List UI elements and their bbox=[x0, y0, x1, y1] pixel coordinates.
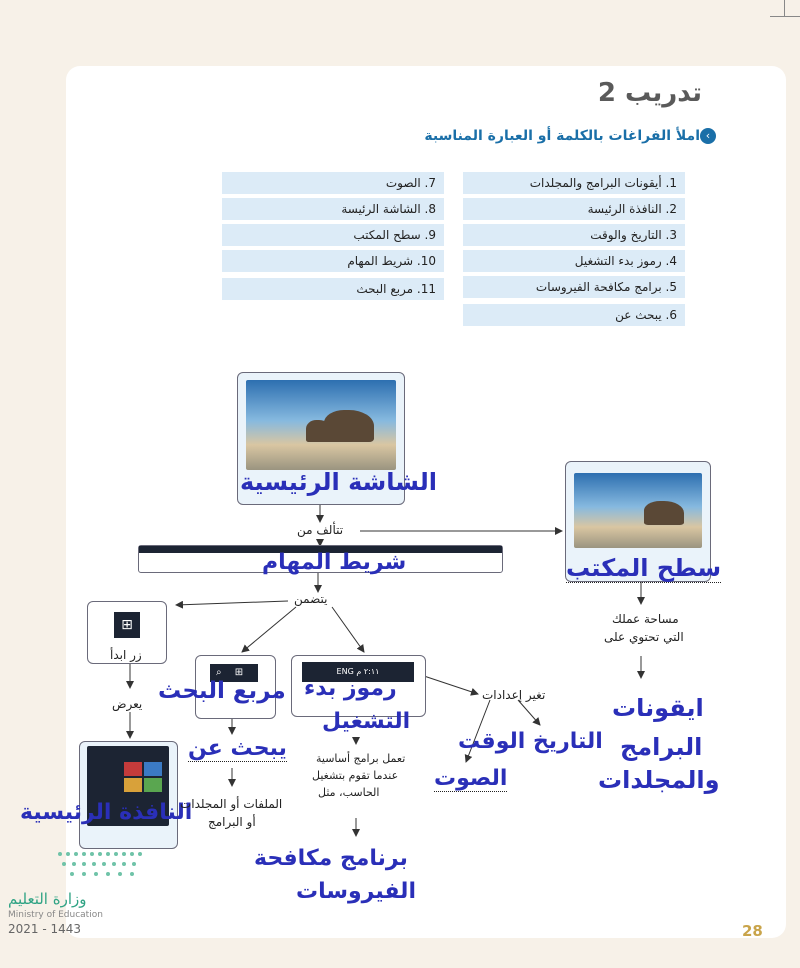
word-bank-item: 8. الشاشة الرئيسة bbox=[222, 198, 444, 220]
word-bank-item: 3. التاريخ والوقت bbox=[463, 224, 685, 246]
answer-taskbar: شريط المهام bbox=[262, 550, 407, 575]
ministry-name-ar: وزارة التعليم bbox=[8, 890, 87, 908]
word-bank-item: 2. النافذة الرئيسة bbox=[463, 198, 685, 220]
answer-searches-for: يبحث عن bbox=[188, 736, 287, 761]
windows-icon: ⊞ bbox=[114, 612, 140, 638]
label-consists-of: تتألف من bbox=[297, 523, 344, 537]
label-basic-programs-2: عندما تقوم بتشغيل bbox=[312, 769, 399, 782]
search-icon: ⌕ bbox=[216, 667, 222, 678]
page-title: تدريب 2 bbox=[597, 78, 702, 108]
answer-icons-1: ايقونات bbox=[612, 694, 704, 722]
word-bank-item: 6. يبحث عن bbox=[463, 304, 685, 326]
answer-date-time: التاريخ الوقت bbox=[458, 729, 603, 754]
label-includes: يتضمن bbox=[294, 592, 328, 606]
answer-desktop: سطح المكتب bbox=[566, 554, 722, 582]
edition-year: 2021 - 1443 bbox=[8, 922, 82, 936]
answer-icons-2: البرامج bbox=[620, 733, 703, 761]
word-bank-item: 11. مربع البحث bbox=[222, 278, 444, 300]
label-basic-programs-1: تعمل برامج أساسية bbox=[316, 752, 406, 765]
tray-lang: ENG bbox=[336, 667, 354, 676]
word-bank-item: 4. رموز بدء التشغيل bbox=[463, 250, 685, 272]
answer-antivirus-1: برنامج مكافحة bbox=[254, 846, 408, 871]
tray-time: ٢:١١ م bbox=[356, 667, 380, 676]
windows-icon: ⊞ bbox=[234, 667, 244, 678]
label-workspace-1: مساحة عملك bbox=[612, 612, 679, 626]
label-or-programs: أو البرامج bbox=[208, 815, 256, 829]
ministry-logo bbox=[54, 846, 150, 886]
instruction: املأ الفراغات بالكلمة أو العبارة المناسبة bbox=[424, 128, 700, 144]
answer-antivirus-2: الفيروسات bbox=[296, 879, 416, 904]
word-bank-item: 7. الصوت bbox=[222, 172, 444, 194]
label-start-button: زر ابدأ bbox=[110, 648, 142, 662]
ministry-name-en: Ministry of Education bbox=[8, 910, 103, 920]
main-window-image bbox=[79, 741, 178, 849]
answer-startup-icons-1: رموز بدء bbox=[304, 676, 397, 701]
label-displays: يعرض bbox=[112, 697, 143, 711]
word-bank-item: 5. برامج مكافحة الفيروسات bbox=[463, 276, 685, 298]
label-basic-programs-3: الحاسب، مثل bbox=[318, 786, 380, 799]
answer-icons-3: والمجلدات bbox=[598, 766, 720, 794]
label-change-settings: تغير إعدادات bbox=[482, 688, 546, 702]
label-workspace-2: التي تحتوي على bbox=[604, 630, 684, 644]
answer-main-screen: الشاشة الرئيسية bbox=[240, 468, 437, 496]
page-number: 28 bbox=[742, 922, 763, 940]
word-bank-item: 1. أيقونات البرامج والمجلدات bbox=[463, 172, 685, 194]
chevron-left-icon: ‹ bbox=[700, 128, 716, 144]
answer-main-window: النافذة الرئيسية bbox=[20, 800, 193, 825]
answer-sound: الصوت bbox=[434, 766, 508, 791]
answer-startup-icons-2: التشغيل bbox=[322, 709, 411, 734]
answer-search-box: مربع البحث bbox=[158, 678, 286, 704]
label-files-or-folders: الملفات أو المجلدات bbox=[180, 797, 283, 811]
word-bank-item: 10. شريط المهام bbox=[222, 250, 444, 272]
word-bank-item: 9. سطح المكتب bbox=[222, 224, 444, 246]
